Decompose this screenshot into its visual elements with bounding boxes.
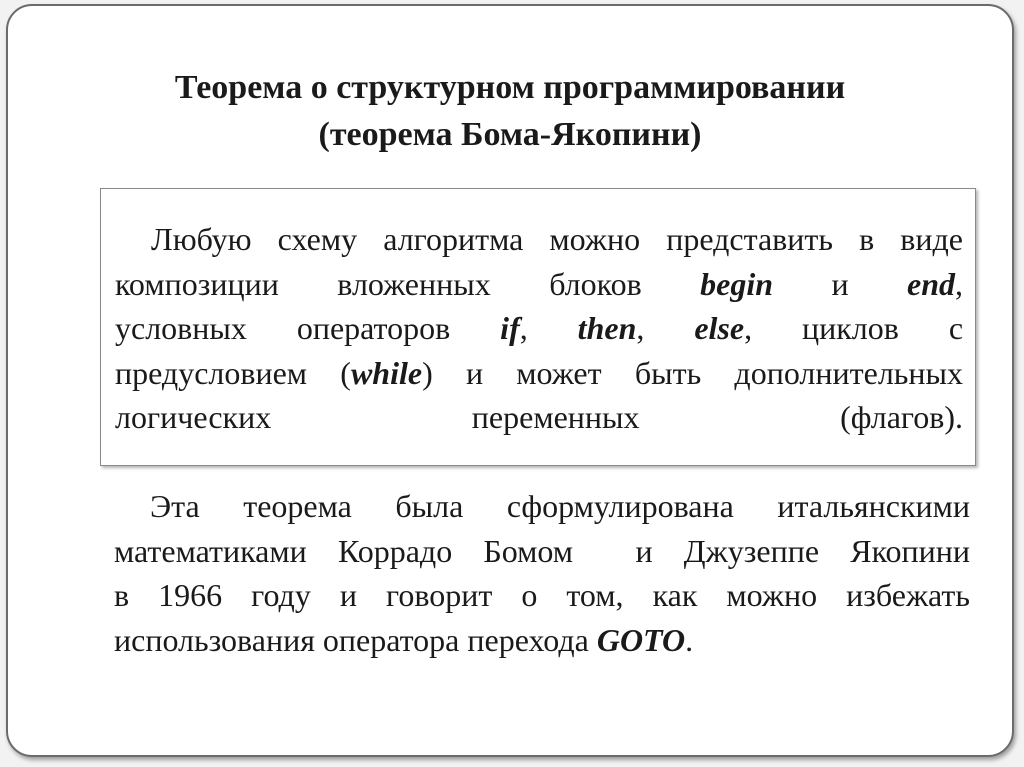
- theorem-text-3a: условных операторов: [115, 310, 501, 346]
- history-text-4b: .: [685, 621, 694, 658]
- history-text-4a: использования оператора перехода: [114, 621, 597, 658]
- theorem-text-3d: , циклов с: [744, 310, 964, 346]
- keyword-end: end: [907, 265, 956, 302]
- slide-title: [8, 64, 1012, 158]
- history-line-2: [114, 529, 970, 574]
- history-paragraph: [114, 484, 970, 662]
- theorem-text-1: Любую схему алгоритма можно представить в виде: [151, 221, 963, 257]
- theorem-line-2: [115, 262, 963, 307]
- keyword-else: else: [694, 310, 745, 346]
- history-line-3: [114, 573, 970, 618]
- theorem-text-2b: и: [773, 265, 908, 302]
- history-line-4: [114, 618, 970, 663]
- theorem-line-5: [115, 395, 963, 440]
- history-paragraph-block: [114, 484, 970, 662]
- title-line-2: (теорема Бома-Якопини): [318, 116, 702, 153]
- history-text-3: в 1966 году и говорит о том, как можно избежать: [114, 577, 970, 613]
- theorem-text-5: логических переменных (флагов).: [115, 399, 963, 435]
- theorem-line-1: [115, 217, 963, 262]
- keyword-if: if: [500, 310, 520, 346]
- theorem-text-3c: ,: [636, 310, 695, 346]
- keyword-then: then: [577, 310, 637, 346]
- keyword-while: while: [350, 354, 423, 391]
- theorem-statement: [115, 217, 963, 440]
- theorem-text-2c: ,: [955, 265, 964, 302]
- title-line-1: Теорема о структурном программировании: [174, 69, 846, 106]
- keyword-begin: begin: [700, 265, 774, 302]
- theorem-text-2a: композиции вложенных блоков: [115, 265, 701, 302]
- theorem-text-4a: предусловием (: [115, 354, 351, 391]
- history-line-1: [114, 484, 970, 529]
- theorem-text-4b: ) и может быть дополнительных: [422, 354, 964, 391]
- history-text-1: Эта теорема была сформулирована итальянскими: [150, 488, 970, 524]
- keyword-goto: GOTO: [596, 621, 686, 658]
- theorem-line-3: [115, 306, 963, 351]
- theorem-line-4: [115, 351, 963, 396]
- theorem-text-3b: ,: [519, 310, 578, 346]
- theorem-statement-box: [100, 188, 976, 466]
- history-text-2: математиками Коррадо Бомом и Джузеппе Якопини: [114, 532, 970, 569]
- slide: [6, 4, 1014, 757]
